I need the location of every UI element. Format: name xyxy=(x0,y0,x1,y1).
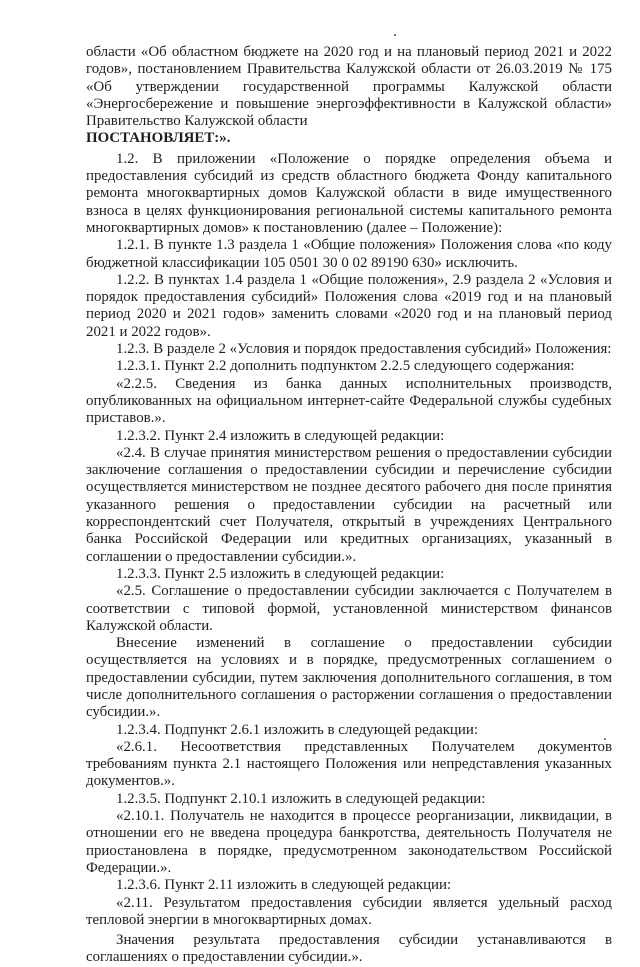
paragraph: «2.6.1. Несоответствия представленных Получателем документов требованиям пункта 2.1 настоящего Положения или непредставления указанных документов.». xyxy=(86,738,612,790)
paragraph: «2.10.1. Получатель не находится в процессе реорганизации, ликвидации, в отношении его не введена процедура банкротства, деятельность Получателя не приостановлена в порядке, предусмотренном законодательством Российской Федерации.». xyxy=(86,808,612,876)
scan-speck xyxy=(394,34,396,36)
paragraph: 1.2.3.3. Пункт 2.5 изложить в следующей редакции: xyxy=(116,565,445,582)
paragraph: 1.2.3.6. Пункт 2.11 изложить в следующей редакции: xyxy=(116,877,452,894)
paragraph: 1.2.3. В разделе 2 «Условия и порядок предоставления субсидий» Положения: xyxy=(116,341,612,358)
document-page xyxy=(86,44,612,967)
paragraph: 1.2. В приложении «Положение о порядке определения объема и предоставления субсидий из средств областного бюджета Фонду капитального ремонта многоквартирных домов Калужской области в виде имущественного взноса в целях функционирования региональной системы капитального ремонта многоквартирных домов» к постановлению (далее – Положение): xyxy=(86,150,612,236)
paragraph: «2.11. Результатом предоставления субсидии является удельный расход тепловой энергии в многоквартирных домах. xyxy=(86,894,612,928)
paragraph-decree-word: ПОСТАНОВЛЯЕТ:». xyxy=(86,130,231,147)
paragraph: «2.2.5. Сведения из банка данных исполнительных производств, опубликованных на официальном интернет-сайте Федеральной службы судебных приставов.». xyxy=(86,375,612,427)
paragraph: 1.2.3.2. Пункт 2.4 изложить в следующей редакции: xyxy=(116,427,445,444)
paragraph: «2.5. Соглашение о предоставлении субсидии заключается с Получателем в соответствии с типовой формой, установленной министерством финансов Калужской области. xyxy=(86,583,612,634)
paragraph: 1.2.2. В пунктах 1.4 раздела 1 «Общие положения», 2.9 раздела 2 «Условия и порядок предоставления субсидий» Положения слова «2019 год и на плановый период 2020 и 2021 годов» заменить словами «2020 год и на плановый период 2021 и 2022 годов». xyxy=(86,271,612,340)
paragraph: 1.2.3.5. Подпункт 2.10.1 изложить в следующей редакции: xyxy=(116,790,486,807)
paragraph: 1.2.3.1. Пункт 2.2 дополнить подпунктом 2.2.5 следующего содержания: xyxy=(116,358,575,375)
paragraph: «2.4. В случае принятия министерством решения о предоставлении субсидии заключение соглашения о предоставлении субсидии и перечисление субсидии осуществляется министерством не позднее десятого рабочего дня после принятия указанного решения о предоставлении субсидии на расчетный или корреспондентский счет Получателя, открытый в учреждениях Центрального банка Российской Федерации или кредитных организациях, указанный в соглашении о предоставлении субсидии.». xyxy=(86,444,612,565)
paragraph: области «Об областном бюджете на 2020 год и на плановый период 2021 и 2022 годов», постановлением Правительства Калужской области от 26.03.2019 № 175 «Об утверждении государственной программы Калужской области «Энергосбережение и повышение энергоэффективности в Калужской области» Правительство Калужской области xyxy=(86,44,612,130)
paragraph: Значения результата предоставления субсидии устанавливаются в соглашениях о предоставлении субсидии.». xyxy=(86,932,612,966)
paragraph: Внесение изменений в соглашение о предоставлении субсидии осуществляется на условиях и в порядке, предусмотренных соглашением о предоставлении субсидии, путем заключения дополнительного соглашения, в том числе дополнительного соглашения о расторжении соглашения о предоставлении субсидии.». xyxy=(86,635,612,721)
paragraph: 1.2.3.4. Подпункт 2.6.1 изложить в следующей редакции: xyxy=(116,721,478,738)
paragraph: 1.2.1. В пункте 1.3 раздела 1 «Общие положения» Положения слова «по коду бюджетной классификации 105 0501 30 0 02 89190 630» исключить. xyxy=(86,237,612,271)
